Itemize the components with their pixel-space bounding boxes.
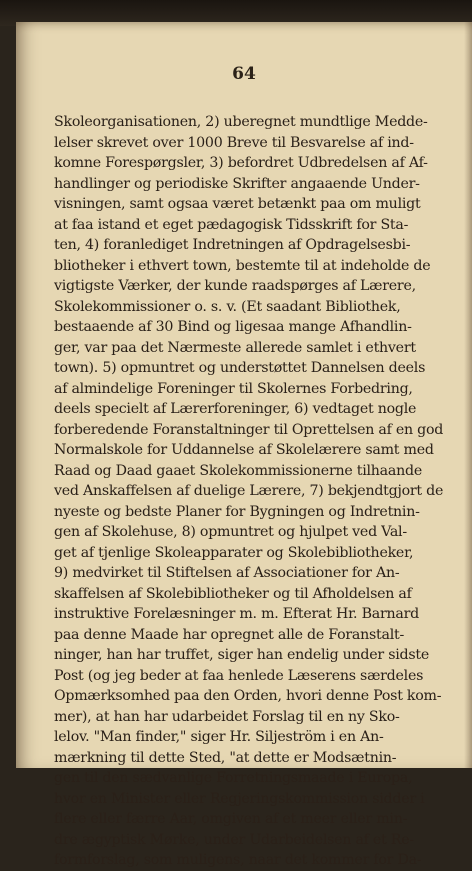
text-line: komne Forespørgsler, 3) befordret Udbredelsen af Af- [54, 155, 428, 171]
text-line: deels specielt af Lærerforeninger, 6) vedtaget nogle [54, 401, 417, 417]
text-line: mærkning til dette Sted, "at dette er Modsætnin- [54, 749, 397, 766]
text-line: dre ægyptisk Mørke, under Udarbeidelsen af et Re- [54, 831, 414, 848]
text-line: visningen, samt ogsaa været betænkt paa om muligt [54, 196, 421, 212]
text-line: ger, var paa det Nærmeste allerede samlet i ethvert [54, 339, 416, 356]
text-line: paa denne Maade har opregnet alle de Foranstalt- [54, 626, 405, 643]
book-page [16, 22, 472, 868]
text-line: Skoleorganisationen, 2) uberegnet mundtlige Medde- [54, 114, 428, 130]
text-line: Post (og jeg beder at faa henlede Læserens særdeles [54, 667, 424, 684]
text-line: lelser skrevet over 1000 Breve til Besvarelse af ind- [54, 134, 414, 151]
text-line: flere eller færre Aar, omgiven af et meer eller min- [54, 811, 408, 827]
text-line: ninger, han har truffet, siger han endelig under sidste [54, 647, 429, 663]
text-line: Skolekommissioner o. s. v. (Et saadant Bibliothek, [54, 298, 401, 315]
text-line: forberedende Foranstaltninger til Oprettelsen af en god [54, 421, 444, 438]
text-line: at faa istand et eget pædagogisk Tidsskrift for Sta- [54, 216, 409, 233]
text-line: instruktive Forelæsninger m. m. Efterat Hr. Barnard [54, 606, 419, 622]
text-line: bestaaende af 30 Bind og ligesaa mange Afhandlin- [54, 319, 412, 335]
text-line: ved Anskaffelsen af duelige Lærere, 7) bekjendtgjort de [54, 483, 444, 499]
text-line: vigtigste Værker, der kunde raadspørges af Lærere, [54, 278, 416, 294]
text-line: lelov. "Man finder," siger Hr. Siljeström i en An- [54, 729, 384, 745]
text-line: Normalskole for Uddannelse af Skolelærere samt med [54, 442, 434, 458]
text-line: hvor en Minister eller Regjeringskommission sidder i [54, 790, 425, 807]
page-edge-shadow [464, 22, 472, 768]
text-line: handlinger og periodiske Skrifter angaaende Under- [54, 175, 420, 192]
text-line: 9) medvirket til Stiftelsen af Associationer for An- [54, 565, 400, 581]
text-line: Raad og Daad gaaet Skolekommissionerne tilhaande [54, 462, 422, 479]
text-line: get af tjenlige Skoleapparater og Skolebibliotheker, [54, 544, 414, 561]
text-line: skaffelsen af Skolebibliotheker og til Afholdelsen af [54, 585, 412, 602]
page-number: 64 [232, 64, 256, 84]
text-line: mer), at han har udarbeidet Forslag til en ny Sko- [54, 708, 400, 725]
text-line: af almindelige Foreninger til Skolernes Forbedring, [54, 380, 413, 397]
text-line: formforslag, som muligens, naar det kommer for Da- [54, 852, 422, 868]
text-line: ten, 4) foranlediget Indretningen af Opdragelsesbi- [54, 237, 411, 253]
text-line: bliotheker i ethvert town, bestemte til at indeholde de [54, 257, 431, 274]
body-text [54, 112, 470, 871]
text-line: Opmærksomhed paa den Orden, hvori denne Post kom- [54, 688, 442, 704]
text-line: gen til den sædvanlige Forretningsmaade i Europa, [54, 770, 413, 786]
text-line: gen af Skolehuse, 8) opmuntret og hjulpet ved Val- [54, 524, 407, 540]
text-line: nyeste og bedste Planer for Bygningen og Indretnin- [54, 503, 420, 520]
text-line: town). 5) opmuntret og understøttet Dannelsen deels [54, 360, 426, 376]
